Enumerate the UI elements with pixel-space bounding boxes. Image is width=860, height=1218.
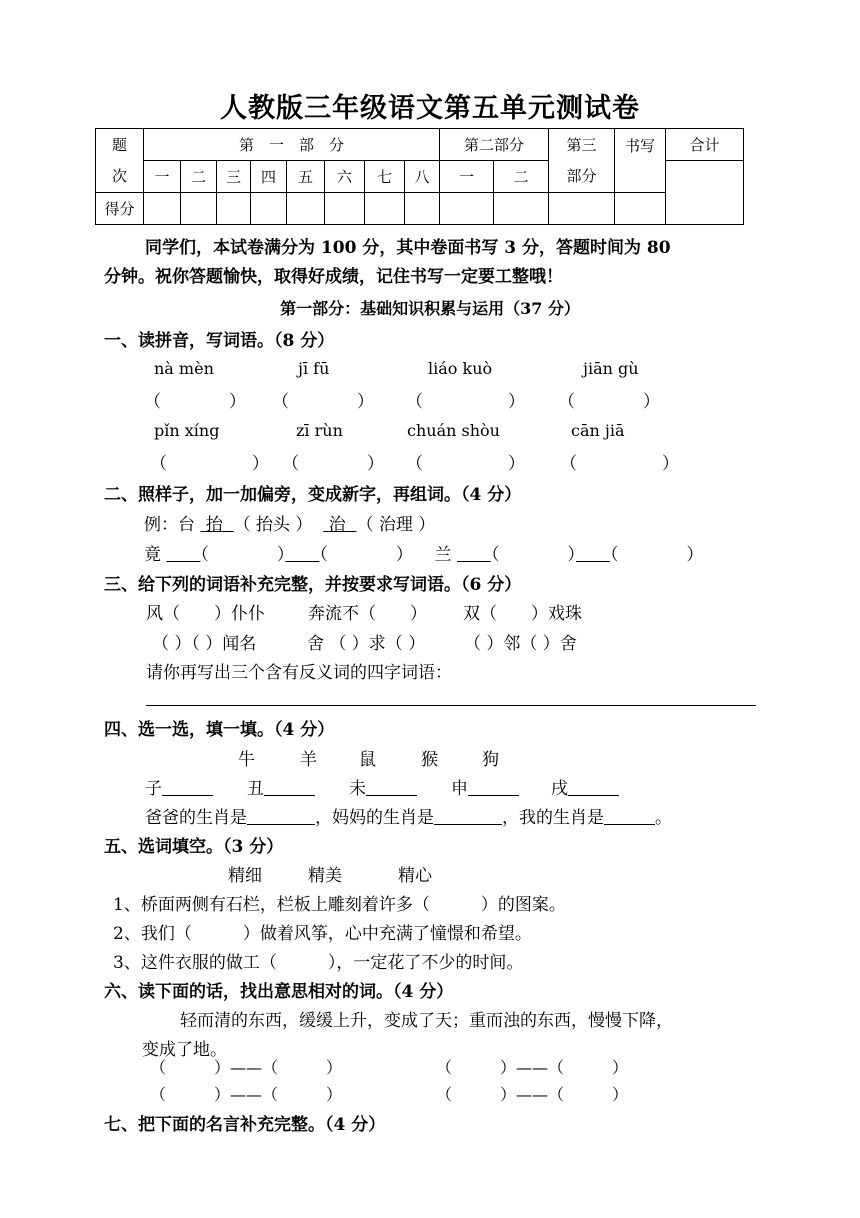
fill-blank[interactable] [457, 545, 491, 565]
score-cell[interactable] [365, 193, 405, 225]
example-word: （ 治理 ） [356, 515, 436, 535]
intro-line-1: 同学们，本试卷满分为 100 分，其中卷面书写 3 分，答题时间为 80 [145, 238, 671, 258]
part1-heading: 第一部分：基础知识积累与运用（37 分） [280, 299, 580, 318]
fill-blank[interactable] [434, 808, 502, 828]
defen-label: 得分 [96, 193, 144, 225]
score-cell[interactable] [405, 193, 440, 225]
fill-blank[interactable] [166, 545, 200, 565]
part3-label-2: 部分 [566, 166, 597, 185]
score-cell[interactable] [217, 193, 251, 225]
num-cell: 四 [251, 161, 287, 193]
idiom[interactable]: （ ）邻（ ）舍 [464, 634, 577, 654]
tici-label-2: 次 [111, 166, 127, 185]
tici-cell [96, 129, 144, 193]
branch-item: 丑 [247, 774, 315, 799]
num-cell: 一 [440, 161, 494, 193]
num-cell: 二 [494, 161, 549, 193]
heji-score-cell[interactable] [666, 161, 744, 225]
part2-header: 第二部分 [440, 129, 549, 161]
branch-item: 子 [145, 774, 213, 799]
part3-header [549, 129, 615, 193]
score-cell[interactable] [440, 193, 494, 225]
zodiac-choice: 鼠 [359, 750, 376, 770]
fill-blank[interactable] [264, 779, 315, 799]
q6-heading: 六、读下面的话，找出意思相对的词。（4 分） [104, 982, 454, 1002]
q5-item[interactable]: 1、桥面两侧有石栏，栏板上雕刻着许多（ ）的图案。 [113, 895, 566, 915]
pinyin: cān jiā [571, 421, 625, 440]
word-choice: 精心 [398, 866, 432, 886]
q3-prompt: 请你再写出三个含有反义词的四字词语： [146, 663, 452, 683]
shuxie-header: 书写 [615, 129, 666, 193]
antonym-pair[interactable]: （ ）——（ ） [150, 1085, 343, 1104]
base-char: 竟 [144, 545, 161, 565]
fill-blank[interactable] [568, 779, 619, 799]
idiom[interactable]: 奔流不（ ） [308, 604, 427, 624]
word-choice: 精美 [308, 866, 342, 886]
q5-item[interactable]: 2、我们（ ）做着风筝，心中充满了憧憬和希望。 [113, 924, 532, 944]
score-cell[interactable] [287, 193, 325, 225]
answer-line[interactable] [146, 705, 756, 706]
num-cell: 三 [217, 161, 251, 193]
score-cell[interactable] [494, 193, 549, 225]
q1-heading: 一、读拼音，写词语。（8 分） [104, 331, 335, 351]
fill-blank[interactable] [468, 779, 519, 799]
pinyin: jī fū [298, 359, 330, 378]
score-cell[interactable] [615, 193, 666, 225]
example-char: 抬 [205, 515, 223, 535]
example-char: 治 [328, 515, 346, 535]
idiom[interactable]: （ ）（ ）闻名 [152, 634, 257, 654]
q5-heading: 五、选词填空。（3 分） [104, 837, 284, 857]
antonym-pair[interactable]: （ ）——（ ） [150, 1058, 343, 1077]
score-cell[interactable] [181, 193, 217, 225]
zodiac-choice: 猴 [421, 750, 438, 770]
branch-item: 戌 [551, 774, 619, 799]
example-word: （ 抬头 ） [233, 515, 313, 535]
idiom[interactable]: 舍 （ ）求（ ） [307, 634, 426, 654]
intro-line-2: 分钟。祝你答题愉快，取得好成绩，记住书写一定要工整哦！ [104, 267, 563, 287]
q7-heading: 七、把下面的名言补充完整。（4 分） [104, 1115, 386, 1135]
num-cell: 一 [144, 161, 181, 193]
branch-item: 未 [349, 774, 417, 799]
q2-example [144, 510, 435, 535]
q6-passage: 轻而清的东西，缓缓上升，变成了天；重而浊的东西，慢慢下降， [180, 1011, 673, 1031]
q6-passage: 变成了地。 [142, 1040, 227, 1060]
answer-paren[interactable]: （ ） [406, 392, 525, 412]
pinyin: nà mèn [154, 359, 214, 378]
answer-paren[interactable]: （ ） [406, 454, 525, 474]
num-cell: 六 [325, 161, 365, 193]
idiom[interactable]: 风（ ）仆仆 [146, 604, 265, 624]
pinyin: liáo kuò [428, 359, 493, 378]
answer-paren[interactable]: （ ） [150, 454, 269, 474]
answer-paren[interactable]: （ ） [144, 392, 246, 412]
num-cell: 七 [365, 161, 405, 193]
num-cell: 八 [405, 161, 440, 193]
pinyin: zī rùn [296, 421, 343, 440]
idiom[interactable]: 双（ ）戏珠 [463, 604, 582, 624]
tici-label-1: 题 [111, 135, 127, 154]
num-cell: 二 [181, 161, 217, 193]
base-char: 兰 [434, 545, 452, 565]
answer-paren[interactable]: （ ） [558, 392, 660, 412]
zodiac-choice: 狗 [482, 750, 499, 770]
heji-header: 合计 [666, 129, 744, 161]
zodiac-sentence: 爸爸的生肖是 ，妈妈的生肖是 ，我的生肖是 。 [145, 808, 672, 828]
fill-blank[interactable] [576, 545, 610, 565]
answer-paren[interactable]: （ ） [282, 454, 384, 474]
zodiac-choice: 牛 [238, 750, 255, 770]
fill-blank[interactable] [162, 779, 213, 799]
zodiac-choice: 羊 [300, 750, 317, 770]
fill-blank[interactable] [247, 808, 315, 828]
score-table [95, 128, 744, 225]
pinyin: chuán shòu [407, 421, 500, 440]
antonym-pair[interactable]: （ ）——（ ） [436, 1085, 629, 1104]
pinyin: jiān gù [583, 359, 639, 378]
score-cell[interactable] [325, 193, 365, 225]
score-cell[interactable] [144, 193, 181, 225]
antonym-pair[interactable]: （ ）——（ ） [436, 1058, 629, 1077]
q4-heading: 四、选一选，填一填。（4 分） [104, 720, 335, 740]
fill-blank[interactable] [285, 545, 319, 565]
word-choice: 精细 [228, 866, 262, 886]
q2-heading: 二、照样子，加一加偏旁，变成新字，再组词。（4 分） [104, 485, 522, 505]
part3-label-1: 第三 [566, 135, 597, 154]
pinyin: pǐn xíng [154, 421, 220, 440]
q2-row: 竟 （ ） （ ） 兰 （ ） （ ） [144, 545, 704, 565]
q5-item[interactable]: 3、这件衣服的做工（ ），一定花了不少的时间。 [113, 953, 524, 973]
fill-blank[interactable] [366, 779, 417, 799]
score-cell[interactable] [251, 193, 287, 225]
part1-header: 第 一 部 分 [144, 129, 440, 161]
branch-item: 申 [451, 774, 519, 799]
page-title: 人教版三年级语文第五单元测试卷 [220, 93, 640, 124]
q3-heading: 三、给下列的词语补充完整，并按要求写词语。（6 分） [104, 575, 522, 595]
num-cell: 五 [287, 161, 325, 193]
score-cell[interactable] [549, 193, 615, 225]
fill-blank[interactable] [604, 808, 655, 828]
example-prefix: 例：台 [144, 515, 195, 535]
answer-paren[interactable]: （ ） [272, 392, 374, 412]
answer-paren[interactable]: （ ） [560, 454, 679, 474]
